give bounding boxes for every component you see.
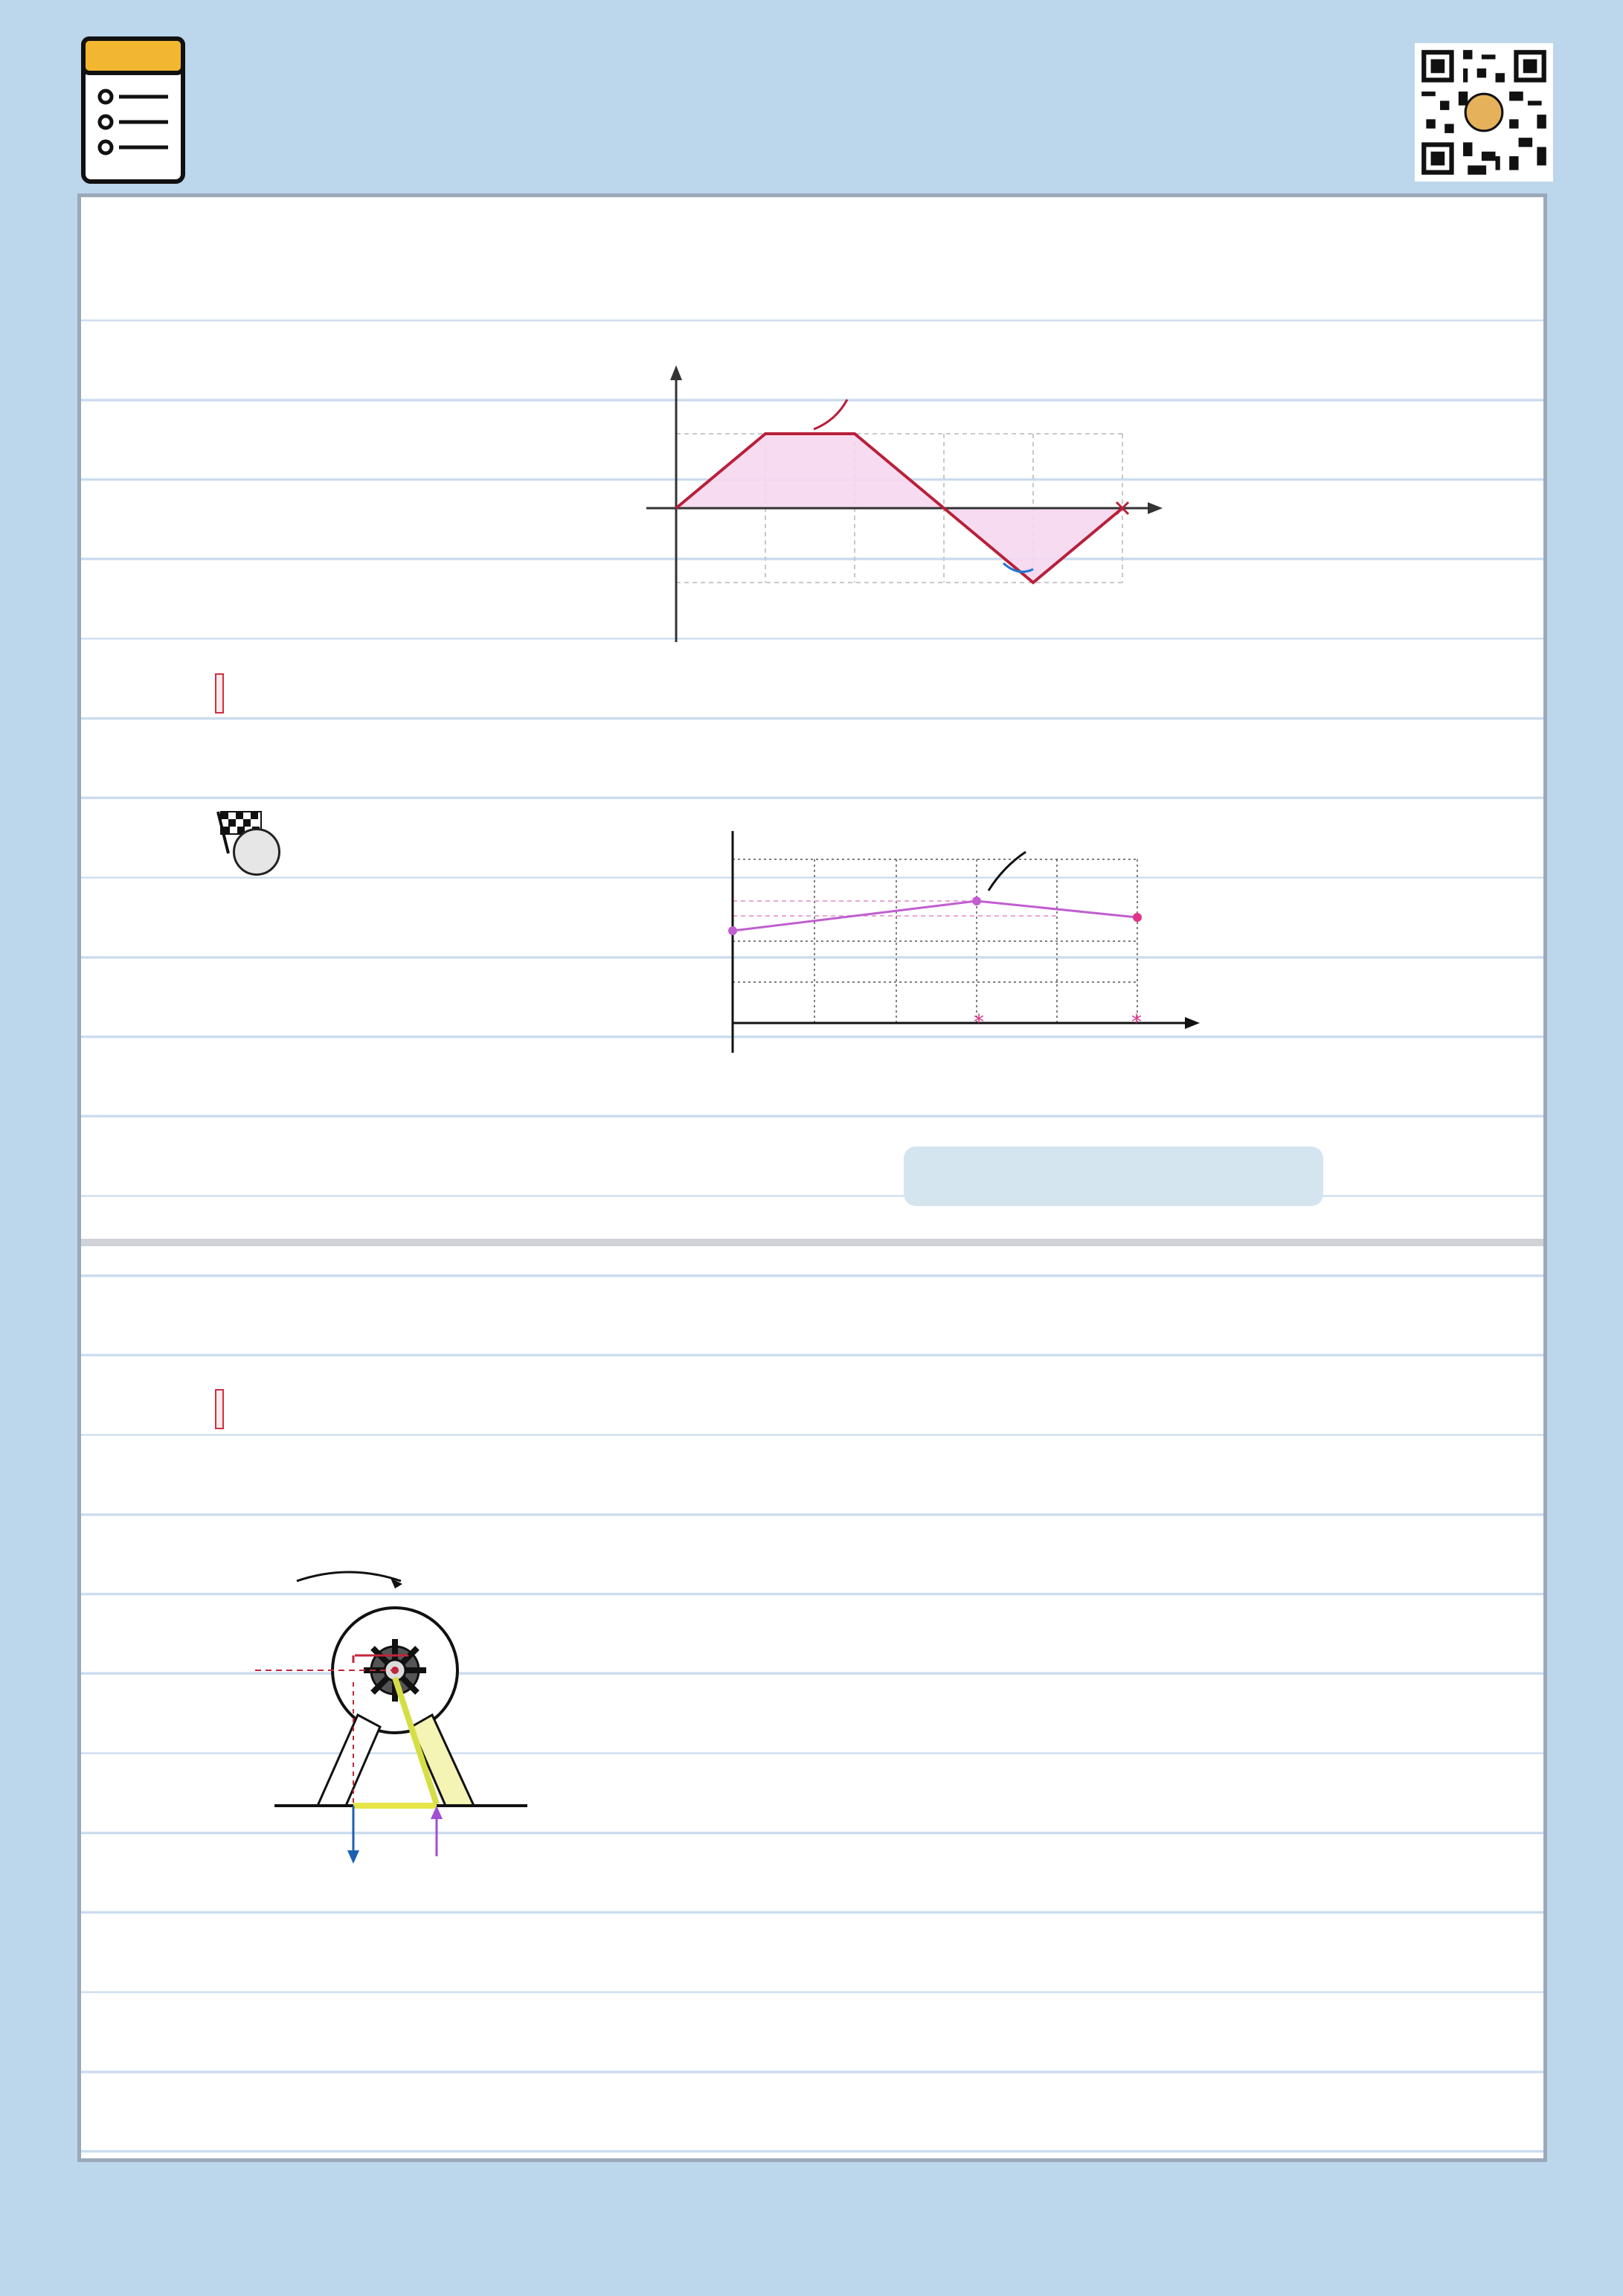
alpha-time-graph (557, 346, 1241, 658)
q5-choice-2[interactable] (252, 836, 312, 870)
q5-question (215, 676, 224, 711)
worksheet-paper (77, 193, 1547, 2162)
motor-diagram (185, 1551, 646, 1893)
omega-graph-mark-4: * (974, 1010, 984, 1034)
q5-choice-1[interactable] (252, 757, 312, 791)
q5-answer-box (904, 1147, 1323, 1206)
exam-sheet-icon (80, 36, 186, 185)
q5-ask-max-omega (215, 673, 224, 714)
qr-code-icon[interactable] (1415, 43, 1553, 182)
q5-choice-5[interactable] (252, 1072, 312, 1106)
q6-line2 (215, 1392, 224, 1426)
question-divider (81, 1239, 1543, 1246)
omega-time-graph (602, 792, 1301, 1105)
omega-graph-mark-5: * (1131, 1010, 1142, 1034)
page-header (0, 0, 1623, 193)
q5-choice-3[interactable] (252, 914, 312, 949)
q6-line2-reaction (215, 1389, 224, 1429)
q5-choice-4[interactable] (252, 993, 312, 1027)
